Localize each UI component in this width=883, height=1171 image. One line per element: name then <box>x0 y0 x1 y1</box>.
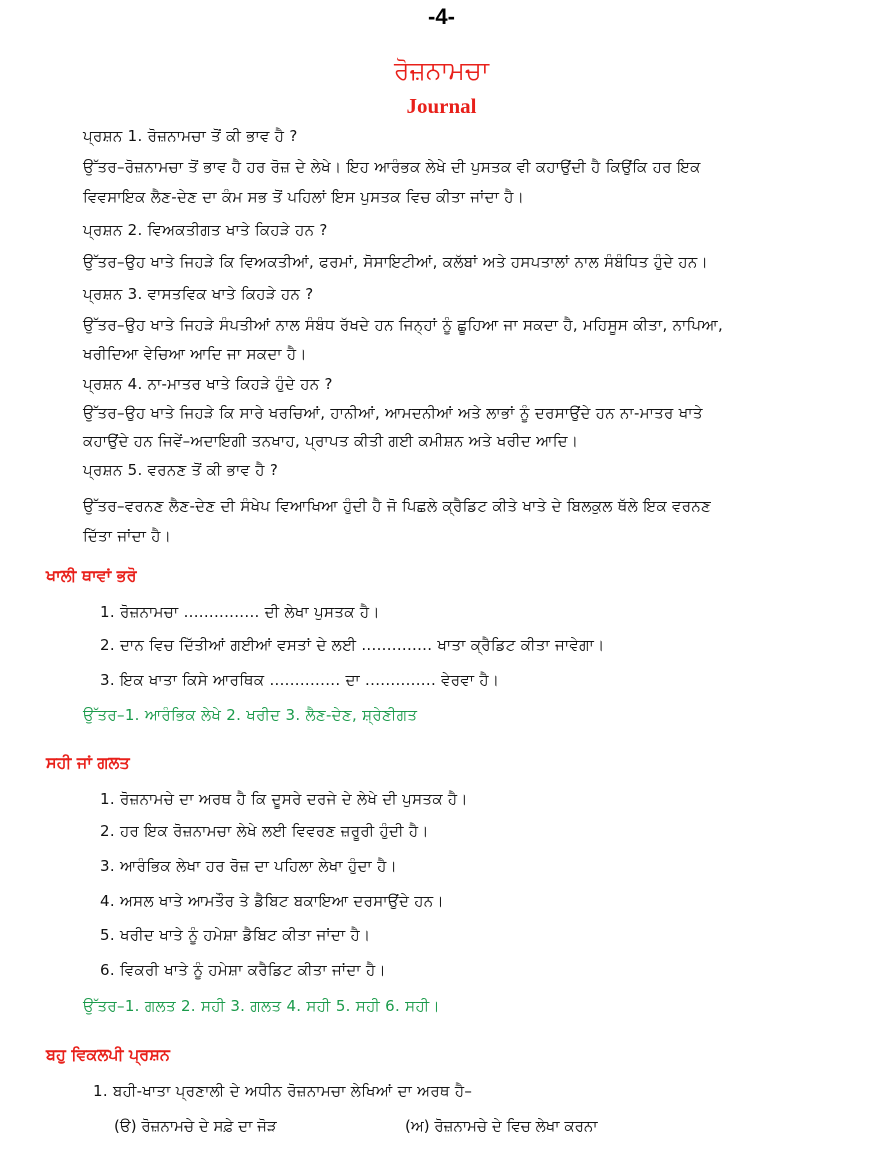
fill-blank-item-1: 1. ਰੋਜ਼ਨਾਮਚਾ ............... ਦੀ ਲੇਖਾ ਪੁਸਤਕ ਹੈ। <box>100 603 380 621</box>
true-false-item-5: 5. ਖਰੀਦ ਖਾਤੇ ਨੂੰ ਹਮੇਸ਼ਾ ਡੈਬਿਟ ਕੀਤਾ ਜਾਂਦਾ ਹੈ। <box>100 926 371 944</box>
true-false-heading: ਸਹੀ ਜਾਂ ਗਲਤ <box>46 753 130 772</box>
true-false-item-1: 1. ਰੋਜ਼ਨਾਮਚੇ ਦਾ ਅਰਥ ਹੈ ਕਿ ਦੂਸਰੇ ਦਰਜੇ ਦੇ ਲੇਖੇ ਦੀ ਪੁਸਤਕ ਹੈ। <box>100 790 468 808</box>
answer-5-line-1: ਉੱਤਰ–ਵਰਨਣ ਲੈਣ-ਦੇਣ ਦੀ ਸੰਖੇਪ ਵਿਆਖਿਆ ਹੁੰਦੀ ਹੈ ਜੋ ਪਿਛਲੇ ਕ੍ਰੈਡਿਟ ਕੀਤੇ ਖਾਤੇ ਦੇ ਬਿਲਕੁਲ ਥੱਲੇ ਇਕ ਵਰਨਣ <box>83 497 712 515</box>
answer-3-line-1: ਉੱਤਰ–ਉਹ ਖਾਤੇ ਜਿਹੜੇ ਸੰਪਤੀਆਂ ਨਾਲ ਸੰਬੰਧ ਰੱਖਦੇ ਹਨ ਜਿਨ੍ਹਾਂ ਨੂੰ ਛੂਹਿਆ ਜਾ ਸਕਦਾ ਹੈ, ਮਹਿਸੂਸ ਕੀਤਾ, ਨਾਪਿਆ, <box>83 316 724 334</box>
mcq-option-b: (ਅ) ਰੋਜ਼ਨਾਮਚੇ ਦੇ ਵਿਚ ਲੇਖਾ ਕਰਨਾ <box>405 1117 598 1135</box>
answer-1-line-2: ਵਿਵਸਾਇਕ ਲੈਣ-ਦੇਣ ਦਾ ਕੰਮ ਸਭ ਤੋਂ ਪਹਿਲਾਂ ਇਸ ਪੁਸਤਕ ਵਿਚ ਕੀਤਾ ਜਾਂਦਾ ਹੈ। <box>83 188 525 206</box>
page-number: -4- <box>428 4 455 29</box>
mcq-question-1: 1. ਬਹੀ-ਖਾਤਾ ਪ੍ਰਣਾਲੀ ਦੇ ਅਧੀਨ ਰੋਜ਼ਨਾਮਚਾ ਲੇਖਿਆਂ ਦਾ ਅਰਥ ਹੈ– <box>93 1082 473 1100</box>
question-5: ਪ੍ਰਸ਼ਨ 5. ਵਰਨਣ ਤੋਂ ਕੀ ਭਾਵ ਹੈ ? <box>83 461 279 479</box>
question-1: ਪ੍ਰਸ਼ਨ 1. ਰੋਜ਼ਨਾਮਚਾ ਤੋਂ ਕੀ ਭਾਵ ਹੈ ? <box>83 127 298 145</box>
answer-4-line-1: ਉੱਤਰ–ਉਹ ਖਾਤੇ ਜਿਹੜੇ ਕਿ ਸਾਰੇ ਖਰਚਿਆਂ, ਹਾਨੀਆਂ, ਆਮਦਨੀਆਂ ਅਤੇ ਲਾਭਾਂ ਨੂੰ ਦਰਸਾਉਂਦੇ ਹਨ ਨਾ-ਮਾਤਰ ਖਾਤੇ <box>83 404 703 422</box>
true-false-item-3: 3. ਆਰੰਭਿਕ ਲੇਖਾ ਹਰ ਰੋਜ਼ ਦਾ ਪਹਿਲਾ ਲੇਖਾ ਹੁੰਦਾ ਹੈ। <box>100 857 397 875</box>
question-4: ਪ੍ਰਸ਼ਨ 4. ਨਾ-ਮਾਤਰ ਖਾਤੇ ਕਿਹੜੇ ਹੁੰਦੇ ਹਨ ? <box>83 375 333 393</box>
answer-3-line-2: ਖਰੀਦਿਆ ਵੇਚਿਆ ਆਦਿ ਜਾ ਸਕਦਾ ਹੈ। <box>83 345 307 363</box>
page-subtitle: Journal <box>406 94 477 118</box>
answer-4-line-2: ਕਹਾਉਂਦੇ ਹਨ ਜਿਵੇਂ–ਅਦਾਇਗੀ ਤਨਖਾਹ, ਪ੍ਰਾਪਤ ਕੀਤੀ ਗਈ ਕਮੀਸ਼ਨ ਅਤੇ ਖਰੀਦ ਆਦਿ। <box>83 432 579 450</box>
question-2: ਪ੍ਰਸ਼ਨ 2. ਵਿਅਕਤੀਗਤ ਖਾਤੇ ਕਿਹੜੇ ਹਨ ? <box>83 221 328 239</box>
mcq-heading: ਬਹੁ ਵਿਕਲਪੀ ਪ੍ਰਸ਼ਨ <box>46 1045 170 1064</box>
answer-1-line-1: ਉੱਤਰ–ਰੋਜ਼ਨਾਮਚਾ ਤੋਂ ਭਾਵ ਹੈ ਹਰ ਰੋਜ਼ ਦੇ ਲੇਖੇ। ਇਹ ਆਰੰਭਕ ਲੇਖੇ ਦੀ ਪੁਸਤਕ ਵੀ ਕਹਾਉਂਦੀ ਹੈ ਕਿਉਂਕਿ ਹਰ ਇਕ <box>83 158 701 176</box>
question-3: ਪ੍ਰਸ਼ਨ 3. ਵਾਸਤਵਿਕ ਖਾਤੇ ਕਿਹੜੇ ਹਨ ? <box>83 285 314 303</box>
fill-blanks-answer: ਉੱਤਰ–1. ਆਰੰਭਿਕ ਲੇਖੇ 2. ਖਰੀਦ 3. ਲੈਣ-ਦੇਣ, ਸ਼੍ਰੇਣੀਗਤ <box>83 706 418 724</box>
true-false-answer: ਉੱਤਰ–1. ਗਲਤ 2. ਸਹੀ 3. ਗਲਤ 4. ਸਹੀ 5. ਸਹੀ 6. ਸਹੀ। <box>83 997 440 1015</box>
fill-blank-item-3: 3. ਇਕ ਖਾਤਾ ਕਿਸੇ ਆਰਥਿਕ .............. ਦਾ .............. ਵੇਰਵਾ ਹੈ। <box>100 671 500 689</box>
page-title: ਰੋਜ਼ਨਾਮਚਾ <box>393 56 490 85</box>
fill-blanks-heading: ਖਾਲੀ ਥਾਵਾਂ ਭਰੋ <box>46 566 137 585</box>
true-false-item-6: 6. ਵਿਕਰੀ ਖਾਤੇ ਨੂੰ ਹਮੇਸ਼ਾ ਕਰੈਡਿਟ ਕੀਤਾ ਜਾਂਦਾ ਹੈ। <box>100 961 386 979</box>
fill-blank-item-2: 2. ਦਾਨ ਵਿਚ ਦਿੱਤੀਆਂ ਗਈਆਂ ਵਸਤਾਂ ਦੇ ਲਈ .............. ਖਾਤਾ ਕ੍ਰੈਡਿਟ ਕੀਤਾ ਜਾਵੇਗਾ। <box>100 636 605 654</box>
answer-5-line-2: ਦਿੱਤਾ ਜਾਂਦਾ ਹੈ। <box>83 527 172 545</box>
true-false-item-2: 2. ਹਰ ਇਕ ਰੋਜ਼ਨਾਮਚਾ ਲੇਖੇ ਲਈ ਵਿਵਰਣ ਜ਼ਰੂਰੀ ਹੁੰਦੀ ਹੈ। <box>100 822 429 840</box>
true-false-item-4: 4. ਅਸਲ ਖਾਤੇ ਆਮਤੌਰ ਤੇ ਡੈਬਿਟ ਬਕਾਇਆ ਦਰਸਾਉਂਦੇ ਹਨ। <box>100 892 444 910</box>
mcq-option-a: (ੳ) ਰੋਜ਼ਨਾਮਚੇ ਦੇ ਸਫ਼ੇ ਦਾ ਜੋੜ <box>114 1117 277 1135</box>
answer-2-line-1: ਉੱਤਰ–ਉਹ ਖਾਤੇ ਜਿਹੜੇ ਕਿ ਵਿਅਕਤੀਆਂ, ਫਰਮਾਂ, ਸੋਸਾਇਟੀਆਂ, ਕਲੱਬਾਂ ਅਤੇ ਹਸਪਤਾਲਾਂ ਨਾਲ ਸੰਬੰਧਿਤ ਹੁੰਦੇ ਹਨ। <box>83 253 709 271</box>
